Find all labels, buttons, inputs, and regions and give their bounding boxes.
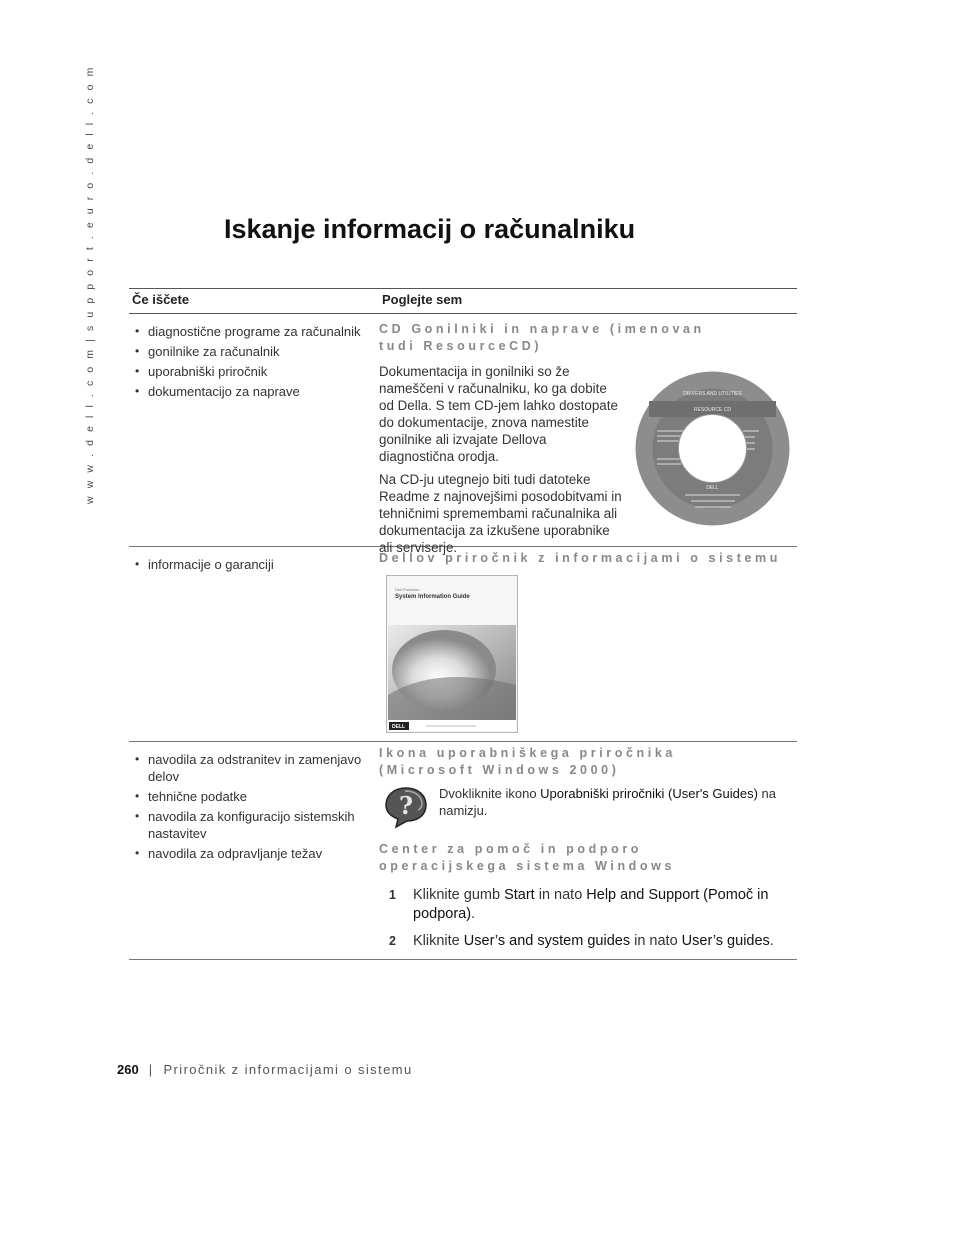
cd-label-title: DRIVERS AND UTILITIES <box>683 391 742 397</box>
step-number: 2 <box>389 934 396 948</box>
step-text <box>413 886 783 924</box>
row1-source <box>379 314 797 555</box>
section-title-help-center: Center za pomoč in podporo operacijskega sistema Windows <box>379 842 676 873</box>
step-1 <box>389 886 797 924</box>
list-item: • gonilnike za računalnik <box>129 343 379 360</box>
svg-text:?: ? <box>398 791 414 820</box>
row2-topics <box>129 547 379 742</box>
icon-instruction-post: na namizju. <box>439 786 777 818</box>
bullet-list <box>129 556 379 573</box>
list-item: • navodila za odpravljanje težav <box>129 845 379 862</box>
row1-topics <box>129 314 379 547</box>
table-row <box>129 547 797 742</box>
list-item: • diagnostične programe za računalnik <box>129 323 379 340</box>
step-text-part: Kliknite gumb <box>413 887 505 903</box>
page-number: 260 <box>117 1062 139 1077</box>
step-text-part: in nato <box>534 887 587 903</box>
section-title-guide: Dellov priročnik z informacijami o sistemu <box>379 551 781 565</box>
footer-separator: | <box>148 1062 154 1077</box>
section-title-cd: CD Gonilniki in naprave (imenovan tudi ResourceCD) <box>379 322 705 353</box>
icon-row <box>379 785 797 829</box>
side-url: w w w . d e l l . c o m | s u p p o r t . e u r o . d e l l . c o m <box>84 65 96 504</box>
row3-topics <box>129 742 379 960</box>
header-looking-for: Če iščete <box>129 289 379 314</box>
table-header-row <box>129 289 797 314</box>
bullet-list <box>129 751 379 862</box>
system-information-guide-image <box>386 575 518 733</box>
svg-text:Dell Precision: Dell Precision <box>395 587 420 592</box>
users-guides-label: User’s guides <box>681 933 770 949</box>
table-row <box>129 314 797 547</box>
info-table <box>129 288 797 960</box>
step-text-part: in nato <box>630 933 682 949</box>
footer-text: Priročnik z informacijami o sistemu <box>163 1062 413 1077</box>
help-and-support-label: Help and Support (Pomoč in podpora) <box>413 887 769 922</box>
list-item: • navodila za odstranitev in zamenjavo delov <box>129 751 379 785</box>
cd-brand: DELL <box>706 485 719 491</box>
cd-cell <box>379 321 797 555</box>
guide-cover-title: System Information Guide <box>395 594 470 600</box>
users-guides-icon-name: Uporabniški priročniki (User's Guides) <box>540 786 758 801</box>
side-url-container <box>84 65 104 504</box>
guide-brand: DELL <box>392 724 406 730</box>
section-title-icon: Ikona uporabniškega priročnika (Microsoft Windows 2000) <box>379 746 676 777</box>
step-text-part: Kliknite <box>413 933 464 949</box>
users-and-system-guides-label: User’s and system guides <box>463 933 631 949</box>
step-text-part: . <box>769 933 774 949</box>
list-item: • tehnične podatke <box>129 788 379 805</box>
row3-source <box>379 742 797 960</box>
help-question-icon <box>383 785 429 829</box>
row2-source <box>379 547 797 742</box>
step-2 <box>389 932 797 951</box>
list-item: • informacije o garanciji <box>129 556 379 573</box>
cd-paragraph-2: Na CD-ju utegnejo biti tudi datoteke Readme z najnovejšimi posodobitvami in tehničnimi spremembami računalnika ali dokumentacija za izkušene uporabnike ali serviserje. <box>379 472 622 555</box>
list-item: • uporabniški priročnik <box>129 363 379 380</box>
step-number: 1 <box>389 888 396 902</box>
step-text <box>413 932 793 951</box>
page-footer <box>117 1062 413 1077</box>
header-see-here: Poglejte sem <box>379 289 797 314</box>
resource-cd-image <box>635 371 790 526</box>
table-row <box>129 742 797 960</box>
start-label: Start <box>504 887 535 903</box>
page-title: Iskanje informacij o računalniku <box>224 214 636 244</box>
list-item: • navodila za konfiguracijo sistemskih nastavitev <box>129 808 379 842</box>
bullet-list <box>129 323 379 400</box>
cd-paragraph-1: Dokumentacija in gonilniki so že nameščeni v računalniku, ko ga dobite od Della. S tem CD-jem lahko dostopate do dokumentacije, znova namestite gonilnike ali izvajate Dellova diagnostična orodja. <box>379 364 618 464</box>
cd-label-subtitle: RESOURCE CD <box>694 407 731 413</box>
list-item: • dokumentacijo za naprave <box>129 383 379 400</box>
icon-instruction-pre: Dvokliknite ikono <box>439 786 541 801</box>
step-text-part: . <box>471 906 476 922</box>
icon-instruction <box>439 785 789 829</box>
